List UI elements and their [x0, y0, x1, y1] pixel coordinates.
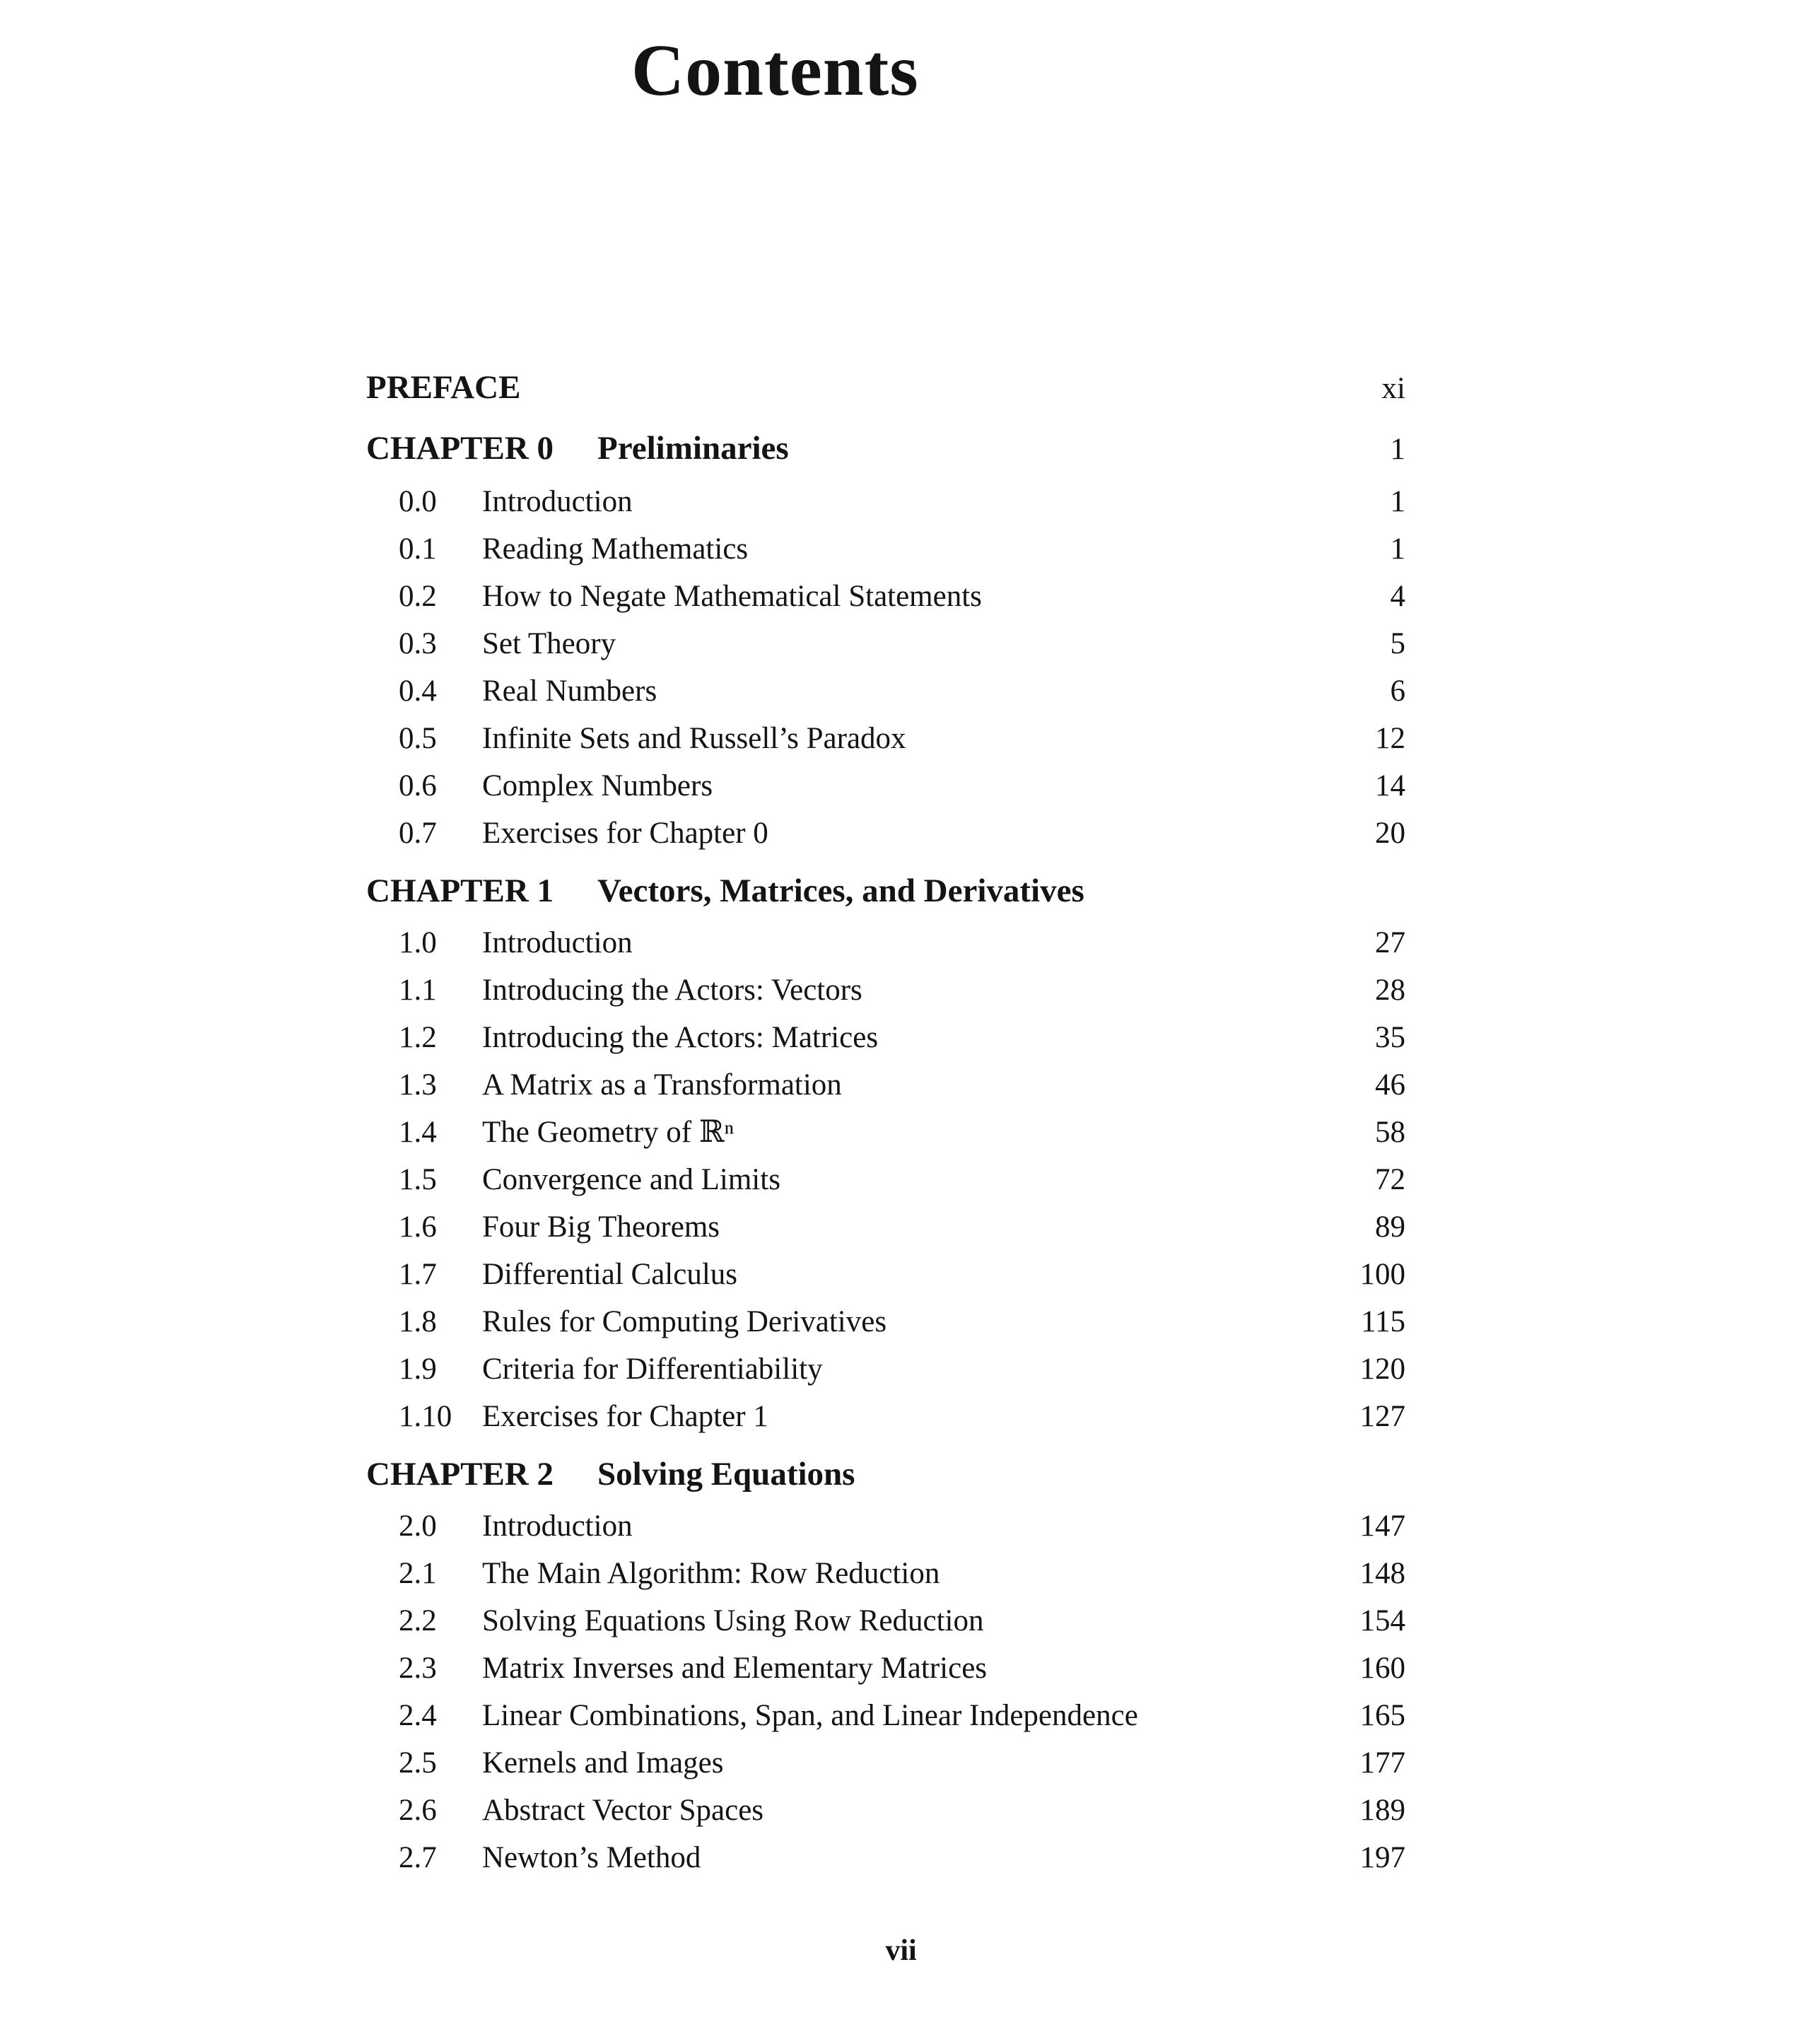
toc-section-row	[366, 1393, 1405, 1440]
page-number: 28	[1375, 974, 1405, 1007]
section-number: 2.0	[399, 1509, 437, 1543]
section-number: 1.5	[399, 1163, 437, 1196]
toc-section-row	[366, 1298, 1405, 1345]
section-number: 1.4	[399, 1116, 437, 1149]
section-number: 1.8	[399, 1305, 437, 1338]
section-number: 2.2	[399, 1604, 437, 1637]
section-title: Introducing the Actors: Matrices	[482, 1021, 879, 1054]
toc-section-row	[366, 1251, 1405, 1298]
page-number: 35	[1375, 1021, 1405, 1054]
section-title: Complex Numbers	[482, 769, 713, 802]
section-number: 2.4	[399, 1699, 437, 1732]
toc-chapter-row	[366, 865, 1405, 916]
section-title: Introduction	[482, 485, 633, 518]
toc-section-row	[366, 1597, 1405, 1645]
page-title: Contents	[631, 30, 919, 111]
page-number: 6	[1390, 674, 1405, 708]
page-number: 147	[1359, 1509, 1405, 1543]
page-number: 189	[1359, 1794, 1405, 1827]
toc-section-row	[366, 762, 1405, 810]
toc-section-row	[366, 1502, 1405, 1550]
chapter-title: Preliminaries	[597, 430, 789, 467]
toc-section-row	[366, 525, 1405, 573]
page-number: 5	[1390, 627, 1405, 660]
toc-section-row	[366, 573, 1405, 620]
toc-section-row	[366, 810, 1405, 857]
section-title: A Matrix as a Transformation	[482, 1068, 842, 1102]
page-number: 27	[1375, 926, 1405, 959]
chapter-title: Vectors, Matrices, and Derivatives	[597, 872, 1084, 909]
section-number: 2.6	[399, 1794, 437, 1827]
section-title: Real Numbers	[482, 674, 657, 708]
section-number: 0.6	[399, 769, 437, 802]
chapter-title: Solving Equations	[597, 1456, 855, 1493]
section-title: Four Big Theorems	[482, 1210, 720, 1244]
toc-section-row	[366, 1345, 1405, 1393]
page-number: 148	[1359, 1557, 1405, 1590]
toc-section-row	[366, 667, 1405, 715]
section-number: 0.7	[399, 817, 437, 850]
toc-section-row	[366, 1109, 1405, 1156]
toc-section-row	[366, 1645, 1405, 1692]
chapter-label: CHAPTER 1	[366, 872, 554, 909]
section-title: Exercises for Chapter 1	[482, 1400, 768, 1433]
toc-list	[366, 362, 1405, 1881]
section-title: Rules for Computing Derivatives	[482, 1305, 887, 1338]
section-number: 1.0	[399, 926, 437, 959]
section-number: 1.9	[399, 1353, 437, 1386]
toc-front-row	[366, 362, 1405, 414]
section-title: Exercises for Chapter 0	[482, 817, 768, 850]
toc-section-row	[366, 1203, 1405, 1251]
section-number: 2.7	[399, 1841, 437, 1874]
page-number: 154	[1359, 1604, 1405, 1637]
page-number: 177	[1359, 1746, 1405, 1780]
page-number: 115	[1361, 1305, 1405, 1338]
section-title: Introduction	[482, 926, 633, 959]
toc-section-row	[366, 1739, 1405, 1787]
toc-section-row	[366, 1787, 1405, 1834]
section-title: Differential Calculus	[482, 1258, 738, 1291]
page-footer: vii	[885, 1934, 917, 1967]
toc-chapter-row	[366, 423, 1405, 475]
section-number: 0.2	[399, 580, 437, 613]
section-number: 2.5	[399, 1746, 437, 1780]
page-number: 127	[1359, 1400, 1405, 1433]
section-title: How to Negate Mathematical Statements	[482, 580, 982, 613]
page-number: 197	[1359, 1841, 1405, 1874]
chapter-label: CHAPTER 0	[366, 430, 554, 467]
section-number: 1.2	[399, 1021, 437, 1054]
section-title: Set Theory	[482, 627, 616, 660]
section-title: Newton’s Method	[482, 1841, 701, 1874]
section-number: 0.1	[399, 532, 437, 566]
section-title: Convergence and Limits	[482, 1163, 780, 1196]
section-title: Reading Mathematics	[482, 532, 749, 566]
section-number: 2.1	[399, 1557, 437, 1590]
toc-chapter-row	[366, 1449, 1405, 1500]
page-number: 20	[1375, 817, 1405, 850]
page-number: 46	[1375, 1068, 1405, 1102]
section-number: 0.3	[399, 627, 437, 660]
toc-section-row	[366, 620, 1405, 667]
section-title: Linear Combinations, Span, and Linear Independence	[482, 1699, 1138, 1732]
section-title: Abstract Vector Spaces	[482, 1794, 764, 1827]
section-number: 0.0	[399, 485, 437, 518]
page-number: 89	[1375, 1210, 1405, 1244]
section-number: 0.5	[399, 722, 437, 755]
section-title: Solving Equations Using Row Reduction	[482, 1604, 984, 1637]
page-number: 4	[1390, 580, 1405, 613]
section-title: Kernels and Images	[482, 1746, 724, 1780]
section-title: Criteria for Differentiability	[482, 1353, 823, 1386]
toc-section-row	[366, 1692, 1405, 1739]
page-number: 120	[1359, 1353, 1405, 1386]
toc-section-row	[366, 1061, 1405, 1109]
section-number: 1.6	[399, 1210, 437, 1244]
section-title: Matrix Inverses and Elementary Matrices	[482, 1652, 988, 1685]
toc-section-row	[366, 1014, 1405, 1061]
section-number: 1.10	[399, 1400, 452, 1433]
page-number: 165	[1359, 1699, 1405, 1732]
page-number: 72	[1375, 1163, 1405, 1196]
front-matter-label: PREFACE	[366, 369, 521, 406]
page-number: 160	[1359, 1652, 1405, 1685]
section-title: The Geometry of ℝⁿ	[482, 1116, 735, 1149]
section-title: The Main Algorithm: Row Reduction	[482, 1557, 940, 1590]
toc-section-row	[366, 478, 1405, 525]
section-title: Introduction	[482, 1509, 633, 1543]
page-number: 1	[1390, 485, 1405, 518]
page-number: xi	[1381, 372, 1405, 405]
page-number: 1	[1390, 433, 1405, 466]
section-number: 2.3	[399, 1652, 437, 1685]
section-title: Infinite Sets and Russell’s Paradox	[482, 722, 906, 755]
toc-section-row	[366, 919, 1405, 966]
section-number: 1.3	[399, 1068, 437, 1102]
toc-section-row	[366, 1550, 1405, 1597]
section-number: 0.4	[399, 674, 437, 708]
toc-section-row	[366, 1834, 1405, 1881]
chapter-label: CHAPTER 2	[366, 1456, 554, 1493]
toc-section-row	[366, 966, 1405, 1014]
page-number: 58	[1375, 1116, 1405, 1149]
section-number: 1.1	[399, 974, 437, 1007]
page-number: 14	[1375, 769, 1405, 802]
toc-section-row	[366, 715, 1405, 762]
page-number: 100	[1359, 1258, 1405, 1291]
section-title: Introducing the Actors: Vectors	[482, 974, 862, 1007]
page-number: 12	[1375, 722, 1405, 755]
section-number: 1.7	[399, 1258, 437, 1291]
page-number: 1	[1390, 532, 1405, 566]
toc-section-row	[366, 1156, 1405, 1203]
